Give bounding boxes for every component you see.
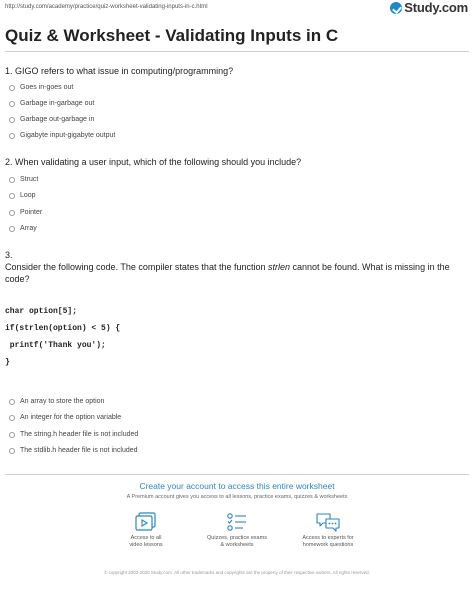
question-1: 1. GIGO refers to what issue in computing/programming?: [5, 66, 234, 76]
question-3-text-end: cannot be found. What is missing in the code?: [5, 262, 450, 284]
option-label: The stdlib.h header file is not included: [20, 447, 138, 454]
radio-icon[interactable]: [9, 226, 15, 232]
create-account-link[interactable]: Create your account to access this entire worksheet: [139, 481, 335, 491]
feature-quizzes: [197, 512, 277, 549]
page-title: Quiz & Worksheet - Validating Inputs in C: [5, 26, 339, 45]
option-label: Goes in-goes out: [20, 84, 74, 91]
feature-text: Access to experts for: [302, 535, 354, 541]
answer-option[interactable]: [9, 414, 121, 421]
logo-text: Study.com: [404, 0, 468, 15]
question-3: [5, 261, 467, 285]
question-3-number: 3.: [5, 250, 13, 260]
quiz-checklist-icon: [226, 512, 248, 532]
video-lesson-icon: [135, 512, 157, 532]
feature-text: homework questions: [302, 542, 354, 548]
study-logo[interactable]: [390, 0, 468, 15]
code-line: printf('Thank you');: [5, 341, 106, 350]
option-label: Pointer: [20, 209, 43, 216]
promo-divider: [5, 474, 469, 475]
promo-subtitle: A Premium account gives you access to all lessons, practice exams, quizzes & worksheets: [126, 494, 348, 500]
option-label: The string.h header file is not included: [20, 431, 139, 438]
answer-option[interactable]: [9, 176, 38, 183]
answer-option[interactable]: [9, 192, 36, 199]
code-line: if(strlen(option) < 5) {: [5, 324, 121, 333]
question-3-text: Consider the following code. The compiler states that the function: [5, 262, 268, 272]
title-divider: [5, 51, 469, 52]
radio-icon[interactable]: [9, 210, 15, 216]
radio-icon[interactable]: [9, 101, 15, 107]
question-3-italic: strlen: [267, 262, 290, 272]
option-label: Array: [20, 225, 37, 232]
option-label: An integer for the option variable: [20, 414, 122, 421]
feature-text: Access to all: [130, 535, 162, 541]
code-line: }: [5, 358, 10, 367]
feature-text: video lessons: [129, 542, 163, 548]
option-label: An array to store the option: [20, 398, 105, 405]
answer-option[interactable]: [9, 225, 37, 232]
radio-icon[interactable]: [9, 448, 15, 454]
radio-icon[interactable]: [9, 117, 15, 123]
option-label: Gigabyte input-gigabyte output: [20, 132, 116, 139]
option-label: Garbage out-garbage in: [20, 116, 95, 123]
answer-option[interactable]: [9, 100, 94, 107]
feature-text: & worksheets: [220, 542, 254, 548]
radio-icon[interactable]: [9, 399, 15, 405]
feature-text: Quizzes, practice exams: [207, 535, 267, 541]
feature-experts: [288, 512, 368, 549]
logo-check-icon: [390, 2, 402, 14]
option-label: Garbage in-garbage out: [20, 100, 95, 107]
answer-option[interactable]: [9, 84, 73, 91]
answer-option[interactable]: [9, 398, 104, 405]
option-label: Loop: [20, 192, 36, 199]
answer-option[interactable]: [9, 447, 138, 454]
radio-icon[interactable]: [9, 177, 15, 183]
copyright-footer: © copyright 2003-2020 Study.com. All other trademarks and copyrights are the property of their respective owners. All rights reserved.: [104, 570, 370, 575]
radio-icon[interactable]: [9, 432, 15, 438]
answer-option[interactable]: [9, 431, 138, 438]
answer-option[interactable]: [9, 209, 42, 216]
radio-icon[interactable]: [9, 85, 15, 91]
page-url[interactable]: http://study.com/academy/practice/quiz-worksheet-validating-inputs-in-c.html: [5, 4, 208, 10]
question-2: 2. When validating a user input, which of the following should you include?: [5, 157, 302, 167]
answer-option[interactable]: [9, 132, 115, 139]
answer-option[interactable]: [9, 116, 94, 123]
top-bar: [0, 0, 474, 17]
option-label: Struct: [20, 176, 39, 183]
chat-bubbles-icon: [315, 512, 341, 532]
radio-icon[interactable]: [9, 193, 15, 199]
feature-video-lessons: [106, 512, 186, 549]
radio-icon[interactable]: [9, 133, 15, 139]
radio-icon[interactable]: [9, 415, 15, 421]
code-line: char option[5];: [5, 307, 78, 316]
